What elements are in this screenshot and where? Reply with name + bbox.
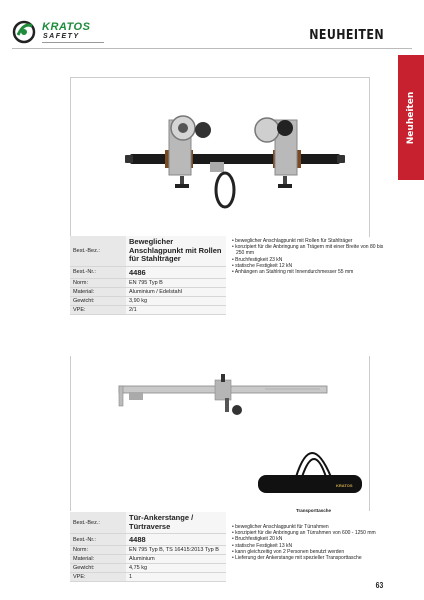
spec-value: EN 795 Typ B, TS 16415:2013 Typ B [126, 546, 226, 555]
logo-underline [42, 42, 104, 43]
spec-key: Gewicht: [70, 296, 126, 305]
list-item: • Bruchfestigkeit 23 kN [232, 257, 387, 263]
spec-value: 1 [126, 573, 226, 582]
spec-value: EN 795 Typ B [126, 278, 226, 287]
section-tab-label: Neuheiten [406, 91, 416, 144]
spec-key: Best.-Bez.: [70, 512, 126, 534]
table-row [70, 278, 226, 287]
spec-value: 4,75 kg [126, 564, 226, 573]
section-tab[interactable] [398, 55, 424, 180]
list-item: • konzipiert für die Anbringung an Trägern mit einer Breite von 80 bis 250 mm [232, 244, 387, 256]
bag-brand-text: KRATOS [336, 483, 353, 488]
product1-image [125, 110, 345, 215]
list-item: • Anhängen an Stahlring mit Innendurchmesser 55 mm [232, 269, 387, 275]
table-row [70, 564, 226, 573]
spec-key: VPE: [70, 305, 126, 314]
table-row [70, 512, 226, 534]
kratos-logo-icon [12, 20, 38, 44]
product2-title: Tür-Ankerstange / Türtraverse [126, 512, 226, 534]
spec-key: Material: [70, 287, 126, 296]
list-item: • Lieferung der Ankerstange mit spezieller Transporttasche [232, 555, 387, 561]
list-item: • beweglicher Anschlagpunkt mit Rollen für Stahlträger [232, 238, 387, 244]
table-row [70, 236, 226, 266]
spec-key: Material: [70, 555, 126, 564]
spec-key: VPE: [70, 573, 126, 582]
header-divider [12, 48, 412, 49]
brand-name: KRATOS [42, 21, 91, 33]
list-item: • statische Festigkeit 12 kN [232, 263, 387, 269]
list-item: • statische Festigkeit 13 kN [232, 543, 387, 549]
table-row [70, 287, 226, 296]
product2-article-number: 4488 [126, 534, 226, 546]
product1-title: Beweglicher Anschlagpunkt mit Rollen für Stahlträger [126, 236, 226, 266]
spec-key: Best.-Bez.: [70, 236, 126, 266]
product2-spec-table [70, 512, 226, 582]
list-item: • Bruchfestigkeit 20 kN [232, 536, 387, 542]
page-number: 63 [375, 581, 384, 590]
spec-key: Best.-Nr.: [70, 534, 126, 546]
transport-bag-caption: Transporttasche [296, 508, 332, 513]
list-item: • konzipiert für die Anbringung an Türrahmen von 600 - 1250 mm [232, 530, 387, 536]
spec-value: Aluminium / Edelstahl [126, 287, 226, 296]
page-title: NEUHEITEN [309, 28, 384, 43]
product1-article-number: 4486 [126, 266, 226, 278]
spec-key: Norm: [70, 278, 126, 287]
table-row [70, 546, 226, 555]
transport-bag-image [256, 437, 366, 499]
list-item: • beweglicher Anschlagpunkt für Türrahmen [232, 524, 387, 530]
brand-sub: SAFETY [43, 33, 80, 40]
spec-value: Aluminium [126, 555, 226, 564]
spec-key: Norm: [70, 546, 126, 555]
brand-logo [12, 20, 122, 46]
list-item: • kann gleichzeitig von 2 Personen benutzt werden [232, 549, 387, 555]
table-row [70, 573, 226, 582]
table-row [70, 305, 226, 314]
spec-value: 2/1 [126, 305, 226, 314]
product1-feature-list [232, 238, 387, 275]
product1-spec-table [70, 236, 226, 315]
product2-feature-list [232, 524, 387, 561]
spec-key: Gewicht: [70, 564, 126, 573]
spec-key: Best.-Nr.: [70, 266, 126, 278]
spec-value: 3,90 kg [126, 296, 226, 305]
table-row [70, 296, 226, 305]
table-row [70, 534, 226, 546]
table-row [70, 555, 226, 564]
table-row [70, 266, 226, 278]
product2-image [115, 372, 330, 422]
